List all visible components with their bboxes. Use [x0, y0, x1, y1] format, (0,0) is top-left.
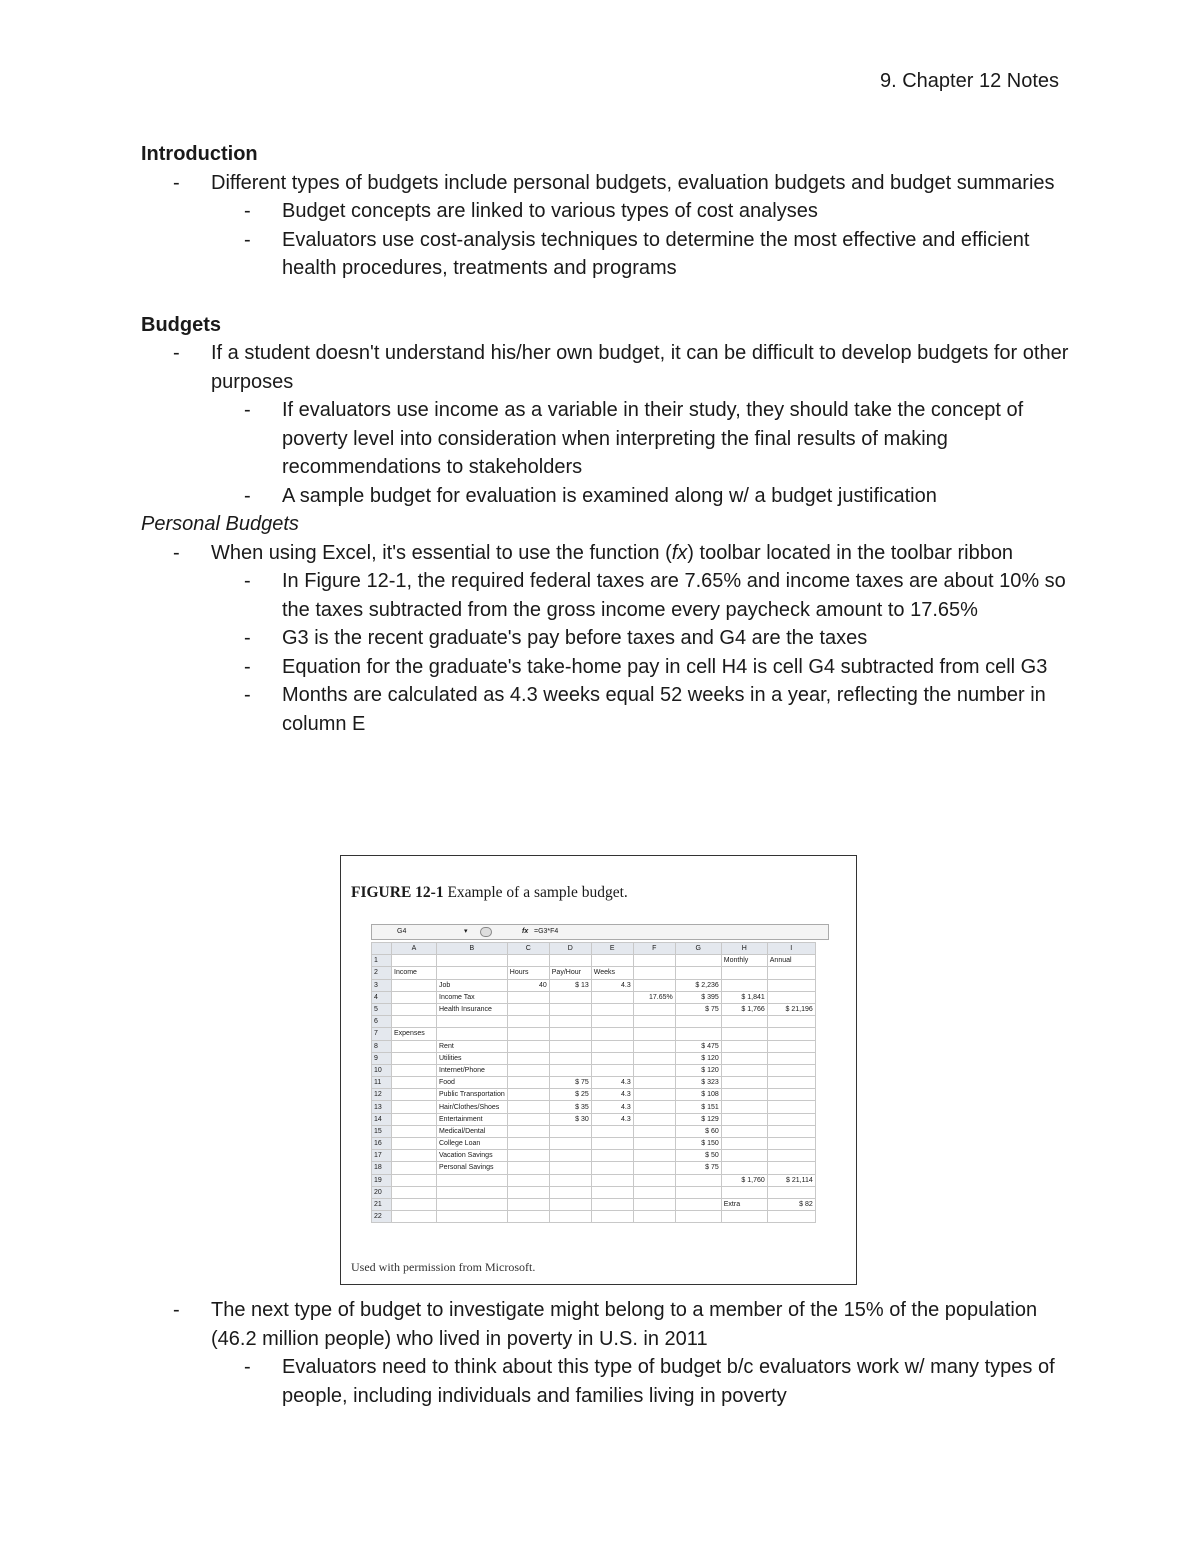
table-cell	[591, 1052, 633, 1064]
row-number: 5	[372, 1003, 392, 1015]
page-header-title: 9. Chapter 12 Notes	[880, 70, 1059, 92]
table-cell: $ 13	[549, 979, 591, 991]
bullet-text: The next type of budget to investigate might belong to a member of the 15% of the population (46.2 million people) who lived in poverty in U.S. in 2011	[211, 1299, 1038, 1350]
column-header-row	[372, 943, 816, 955]
bullet-text: Different types of budgets include personal budgets, evaluation budgets and budget summaries	[211, 171, 1055, 194]
table-cell	[767, 1125, 815, 1137]
table-cell	[633, 1198, 675, 1210]
formula-bar	[371, 924, 829, 940]
table-cell	[591, 1003, 633, 1015]
table-cell	[392, 1174, 437, 1186]
table-cell	[507, 1211, 549, 1223]
table-cell: Income Tax	[437, 991, 508, 1003]
row-number: 18	[372, 1162, 392, 1174]
table-cell	[767, 1064, 815, 1076]
table-cell	[549, 1125, 591, 1137]
list-item	[141, 1296, 1071, 1410]
table-cell: 40	[507, 979, 549, 991]
table-cell	[392, 1162, 437, 1174]
table-cell	[633, 1138, 675, 1150]
table-cell	[591, 1186, 633, 1198]
notes-body	[141, 140, 1071, 738]
table-cell	[721, 1077, 767, 1089]
table-cell: $ 25	[549, 1089, 591, 1101]
row-number: 15	[372, 1125, 392, 1137]
table-cell	[633, 1162, 675, 1174]
table-cell	[507, 1052, 549, 1064]
column-header: B	[437, 943, 508, 955]
row-number: 21	[372, 1198, 392, 1210]
table-cell	[591, 1174, 633, 1186]
introduction-list	[141, 169, 1071, 283]
row-number: 7	[372, 1028, 392, 1040]
table-cell	[721, 1040, 767, 1052]
table-row	[372, 979, 816, 991]
table-cell: $ 75	[675, 1003, 721, 1015]
table-cell	[675, 1186, 721, 1198]
table-cell	[675, 955, 721, 967]
table-row	[372, 1040, 816, 1052]
table-cell	[721, 1028, 767, 1040]
table-cell	[392, 1052, 437, 1064]
table-cell	[392, 1186, 437, 1198]
table-row	[372, 1198, 816, 1210]
table-cell	[767, 1113, 815, 1125]
table-cell: $ 395	[675, 991, 721, 1003]
table-cell	[549, 955, 591, 967]
table-cell	[549, 1040, 591, 1052]
table-cell	[767, 1089, 815, 1101]
table-cell: Hours	[507, 967, 549, 979]
table-cell	[437, 955, 508, 967]
table-cell: $ 108	[675, 1089, 721, 1101]
table-cell	[392, 991, 437, 1003]
table-cell	[767, 1211, 815, 1223]
table-row	[372, 1125, 816, 1137]
table-cell	[549, 1211, 591, 1223]
table-cell	[721, 1113, 767, 1125]
table-cell	[633, 1113, 675, 1125]
column-header: E	[591, 943, 633, 955]
table-cell	[507, 1174, 549, 1186]
table-cell	[507, 1003, 549, 1015]
personal-budgets-list	[141, 539, 1071, 739]
table-cell	[549, 1162, 591, 1174]
table-row	[372, 1064, 816, 1076]
list-item: - G3 is the recent graduate's pay before taxes and G4 are the taxes	[211, 624, 1071, 653]
table-cell	[633, 955, 675, 967]
bullet-text: ) toolbar located in the toolbar ribbon	[687, 541, 1014, 564]
table-cell: Medical/Dental	[437, 1125, 508, 1137]
spreadsheet-table	[371, 942, 816, 1223]
table-cell: Pay/Hour	[549, 967, 591, 979]
table-cell: $ 21,196	[767, 1003, 815, 1015]
bullet-text: When using Excel, it's essential to use the function (	[211, 541, 672, 564]
table-cell	[721, 1016, 767, 1028]
table-cell	[675, 1198, 721, 1210]
sub-list	[141, 567, 1071, 738]
sub-list	[141, 197, 1071, 283]
column-header: I	[767, 943, 815, 955]
table-cell	[392, 1003, 437, 1015]
column-header: C	[507, 943, 549, 955]
figure-12-1	[340, 855, 857, 1285]
table-cell	[591, 955, 633, 967]
table-cell: $ 75	[549, 1077, 591, 1089]
table-cell	[767, 1077, 815, 1089]
table-cell	[767, 1052, 815, 1064]
budgets-list	[141, 339, 1071, 510]
table-cell	[591, 1162, 633, 1174]
column-header: H	[721, 943, 767, 955]
table-cell	[507, 1077, 549, 1089]
row-number: 17	[372, 1150, 392, 1162]
table-cell	[675, 1028, 721, 1040]
table-cell: Expenses	[392, 1028, 437, 1040]
table-cell	[392, 1064, 437, 1076]
row-number: 19	[372, 1174, 392, 1186]
table-cell	[767, 1162, 815, 1174]
table-row	[372, 1211, 816, 1223]
table-cell	[507, 1113, 549, 1125]
introduction-heading: Introduction	[141, 143, 258, 165]
table-cell	[437, 1016, 508, 1028]
figure-title	[351, 884, 628, 902]
table-cell	[721, 1211, 767, 1223]
list-item: - Evaluators need to think about this type of budget b/c evaluators work w/ many types of people, including individuals and families living in poverty	[211, 1353, 1071, 1410]
table-row	[372, 1101, 816, 1113]
column-header: A	[392, 943, 437, 955]
column-header: G	[675, 943, 721, 955]
table-cell	[721, 1150, 767, 1162]
table-cell	[507, 1016, 549, 1028]
table-cell	[633, 1186, 675, 1198]
row-number: 20	[372, 1186, 392, 1198]
table-cell	[721, 979, 767, 991]
table-cell	[549, 1016, 591, 1028]
row-number: 10	[372, 1064, 392, 1076]
table-row	[372, 1077, 816, 1089]
row-number: 4	[372, 991, 392, 1003]
table-cell	[549, 1138, 591, 1150]
list-item: - Evaluators use cost-analysis techniques to determine the most effective and efficient health procedures, treatments and programs	[211, 226, 1071, 283]
table-cell	[549, 1064, 591, 1076]
table-cell: $ 2,236	[675, 979, 721, 991]
table-cell	[591, 991, 633, 1003]
figure-caption: Example of a sample budget.	[447, 884, 628, 901]
table-cell	[767, 967, 815, 979]
fx-icon: fx	[522, 928, 529, 935]
table-cell	[767, 1028, 815, 1040]
table-cell	[591, 1125, 633, 1137]
table-cell	[392, 1089, 437, 1101]
table-cell	[767, 991, 815, 1003]
table-cell	[633, 1064, 675, 1076]
table-cell	[437, 1198, 508, 1210]
table-cell	[721, 1125, 767, 1137]
table-cell: $ 323	[675, 1077, 721, 1089]
table-cell: 4.3	[591, 1101, 633, 1113]
table-cell	[591, 1040, 633, 1052]
table-cell	[507, 1125, 549, 1137]
table-cell	[721, 1138, 767, 1150]
table-cell	[633, 979, 675, 991]
row-number: 14	[372, 1113, 392, 1125]
table-cell: Internet/Phone	[437, 1064, 508, 1076]
table-row	[372, 1150, 816, 1162]
table-cell	[507, 1198, 549, 1210]
list-item	[141, 339, 1071, 510]
list-item: - Equation for the graduate's take-home pay in cell H4 is cell G4 subtracted from cell G3	[211, 653, 1071, 682]
table-cell	[437, 967, 508, 979]
table-cell: $ 1,766	[721, 1003, 767, 1015]
table-cell: Public Transportation	[437, 1089, 508, 1101]
table-cell: 4.3	[591, 1077, 633, 1089]
table-cell	[633, 1150, 675, 1162]
table-cell	[507, 1138, 549, 1150]
chevron-down-icon: ▾	[464, 928, 468, 935]
table-cell	[675, 1174, 721, 1186]
table-cell	[633, 967, 675, 979]
table-cell	[767, 979, 815, 991]
table-cell	[633, 1089, 675, 1101]
table-row	[372, 967, 816, 979]
table-cell: $ 475	[675, 1040, 721, 1052]
table-cell	[767, 1186, 815, 1198]
table-row	[372, 1186, 816, 1198]
figure-credit: Used with permission from Microsoft.	[351, 1260, 536, 1274]
table-cell	[392, 1101, 437, 1113]
list-item	[141, 539, 1071, 739]
table-cell: 17.65%	[633, 991, 675, 1003]
table-cell: Food	[437, 1077, 508, 1089]
table-cell	[549, 1003, 591, 1015]
list-item: - If evaluators use income as a variable in their study, they should take the concept of poverty level into consideration when interpreting the final results of making recommendations to stakeholders	[211, 396, 1071, 482]
table-cell	[591, 1150, 633, 1162]
name-box: G4	[397, 928, 407, 935]
table-cell	[549, 1198, 591, 1210]
column-header: F	[633, 943, 675, 955]
table-cell	[633, 1174, 675, 1186]
row-number: 9	[372, 1052, 392, 1064]
table-cell: Utilities	[437, 1052, 508, 1064]
list-item	[141, 169, 1071, 283]
table-cell: $ 120	[675, 1052, 721, 1064]
table-cell: $ 151	[675, 1101, 721, 1113]
select-all-corner	[372, 943, 392, 955]
table-row	[372, 1003, 816, 1015]
table-cell	[392, 955, 437, 967]
list-item: - A sample budget for evaluation is examined along w/ a budget justification	[211, 482, 1071, 511]
table-cell	[633, 1101, 675, 1113]
table-cell: $ 75	[675, 1162, 721, 1174]
table-cell	[507, 1089, 549, 1101]
table-cell: Weeks	[591, 967, 633, 979]
table-cell	[437, 1186, 508, 1198]
table-cell	[721, 967, 767, 979]
table-cell	[549, 991, 591, 1003]
table-cell	[392, 1016, 437, 1028]
table-cell	[767, 1101, 815, 1113]
sub-list	[141, 1353, 1071, 1410]
table-cell: Income	[392, 967, 437, 979]
poverty-notes	[141, 1296, 1071, 1410]
table-cell	[633, 1040, 675, 1052]
row-number: 2	[372, 967, 392, 979]
table-cell: 4.3	[591, 1089, 633, 1101]
row-number: 6	[372, 1016, 392, 1028]
row-number: 8	[372, 1040, 392, 1052]
table-cell: Annual	[767, 955, 815, 967]
table-cell	[633, 1077, 675, 1089]
table-cell	[507, 955, 549, 967]
table-row	[372, 991, 816, 1003]
table-cell	[675, 967, 721, 979]
table-cell	[549, 1028, 591, 1040]
poverty-list	[141, 1296, 1071, 1410]
table-cell	[721, 1052, 767, 1064]
row-number: 12	[372, 1089, 392, 1101]
row-number: 13	[372, 1101, 392, 1113]
table-cell: $ 1,760	[721, 1174, 767, 1186]
table-cell: $ 60	[675, 1125, 721, 1137]
table-cell	[675, 1211, 721, 1223]
table-cell	[767, 1138, 815, 1150]
table-cell: Vacation Savings	[437, 1150, 508, 1162]
table-cell: Hair/Clothes/Shoes	[437, 1101, 508, 1113]
table-cell	[767, 1016, 815, 1028]
table-cell: $ 30	[549, 1113, 591, 1125]
table-cell	[392, 1125, 437, 1137]
table-cell: Health Insurance	[437, 1003, 508, 1015]
list-item: - In Figure 12-1, the required federal taxes are 7.65% and income taxes are about 10% so the taxes subtracted from the gross income every paycheck amount to 17.65%	[211, 567, 1071, 624]
figure-label: FIGURE 12-1	[351, 884, 444, 901]
table-cell	[591, 1198, 633, 1210]
table-cell	[633, 1028, 675, 1040]
table-cell	[549, 1174, 591, 1186]
table-cell	[633, 1211, 675, 1223]
table-cell	[633, 1125, 675, 1137]
bullet-text: If a student doesn't understand his/her own budget, it can be difficult to develop budgets for other purposes	[211, 342, 1069, 393]
table-cell	[507, 1186, 549, 1198]
table-cell	[721, 1064, 767, 1076]
table-cell	[767, 1040, 815, 1052]
table-cell	[392, 1211, 437, 1223]
budgets-heading: Budgets	[141, 313, 221, 336]
table-cell	[721, 1101, 767, 1113]
table-cell	[392, 1150, 437, 1162]
table-cell	[507, 1028, 549, 1040]
table-cell	[591, 1138, 633, 1150]
row-number: 11	[372, 1077, 392, 1089]
table-cell	[633, 1016, 675, 1028]
table-cell	[675, 1016, 721, 1028]
table-row	[372, 1138, 816, 1150]
table-cell	[721, 1089, 767, 1101]
table-cell: $ 120	[675, 1064, 721, 1076]
table-cell	[633, 1003, 675, 1015]
table-cell	[392, 1077, 437, 1089]
table-cell	[392, 1198, 437, 1210]
table-cell	[721, 1186, 767, 1198]
table-cell	[507, 991, 549, 1003]
table-cell	[507, 1150, 549, 1162]
table-cell: $ 150	[675, 1138, 721, 1150]
table-row	[372, 1113, 816, 1125]
table-cell: College Loan	[437, 1138, 508, 1150]
table-cell: $ 1,841	[721, 991, 767, 1003]
table-cell: $ 129	[675, 1113, 721, 1125]
table-cell	[507, 1064, 549, 1076]
table-cell: Entertainment	[437, 1113, 508, 1125]
table-cell: $ 21,114	[767, 1174, 815, 1186]
table-row	[372, 1162, 816, 1174]
table-cell: Extra	[721, 1198, 767, 1210]
table-cell	[507, 1040, 549, 1052]
table-cell	[392, 1138, 437, 1150]
table-cell	[507, 1101, 549, 1113]
table-cell: Monthly	[721, 955, 767, 967]
table-cell	[549, 1052, 591, 1064]
table-cell	[437, 1028, 508, 1040]
table-cell	[437, 1174, 508, 1186]
row-number: 16	[372, 1138, 392, 1150]
table-row	[372, 955, 816, 967]
table-cell: 4.3	[591, 1113, 633, 1125]
table-cell	[507, 1162, 549, 1174]
table-row	[372, 1089, 816, 1101]
table-row	[372, 1052, 816, 1064]
table-cell	[591, 1064, 633, 1076]
table-cell: $ 82	[767, 1198, 815, 1210]
table-cell	[392, 1113, 437, 1125]
table-cell	[721, 1162, 767, 1174]
table-row	[372, 1174, 816, 1186]
list-item: - Budget concepts are linked to various types of cost analyses	[211, 197, 1071, 226]
list-item: - Months are calculated as 4.3 weeks equal 52 weeks in a year, reflecting the number in column E	[211, 681, 1071, 738]
table-row	[372, 1028, 816, 1040]
table-cell	[392, 979, 437, 991]
column-header: D	[549, 943, 591, 955]
personal-budgets-heading: Personal Budgets	[141, 513, 299, 535]
row-number: 1	[372, 955, 392, 967]
table-cell: $ 50	[675, 1150, 721, 1162]
table-cell	[767, 1150, 815, 1162]
formula-cancel-icon	[480, 927, 492, 937]
row-number: 3	[372, 979, 392, 991]
row-number: 22	[372, 1211, 392, 1223]
sub-list	[141, 396, 1071, 510]
formula-text: =G3*F4	[534, 928, 559, 935]
table-row	[372, 1016, 816, 1028]
table-cell: 4.3	[591, 979, 633, 991]
fx-text: fx	[671, 541, 688, 564]
table-cell: Rent	[437, 1040, 508, 1052]
table-cell	[633, 1052, 675, 1064]
table-cell: Personal Savings	[437, 1162, 508, 1174]
table-cell	[437, 1211, 508, 1223]
table-cell	[549, 1150, 591, 1162]
table-cell	[549, 1186, 591, 1198]
table-cell: Job	[437, 979, 508, 991]
table-cell	[591, 1211, 633, 1223]
table-cell	[591, 1028, 633, 1040]
table-cell	[392, 1040, 437, 1052]
table-cell: $ 35	[549, 1101, 591, 1113]
table-cell	[591, 1016, 633, 1028]
